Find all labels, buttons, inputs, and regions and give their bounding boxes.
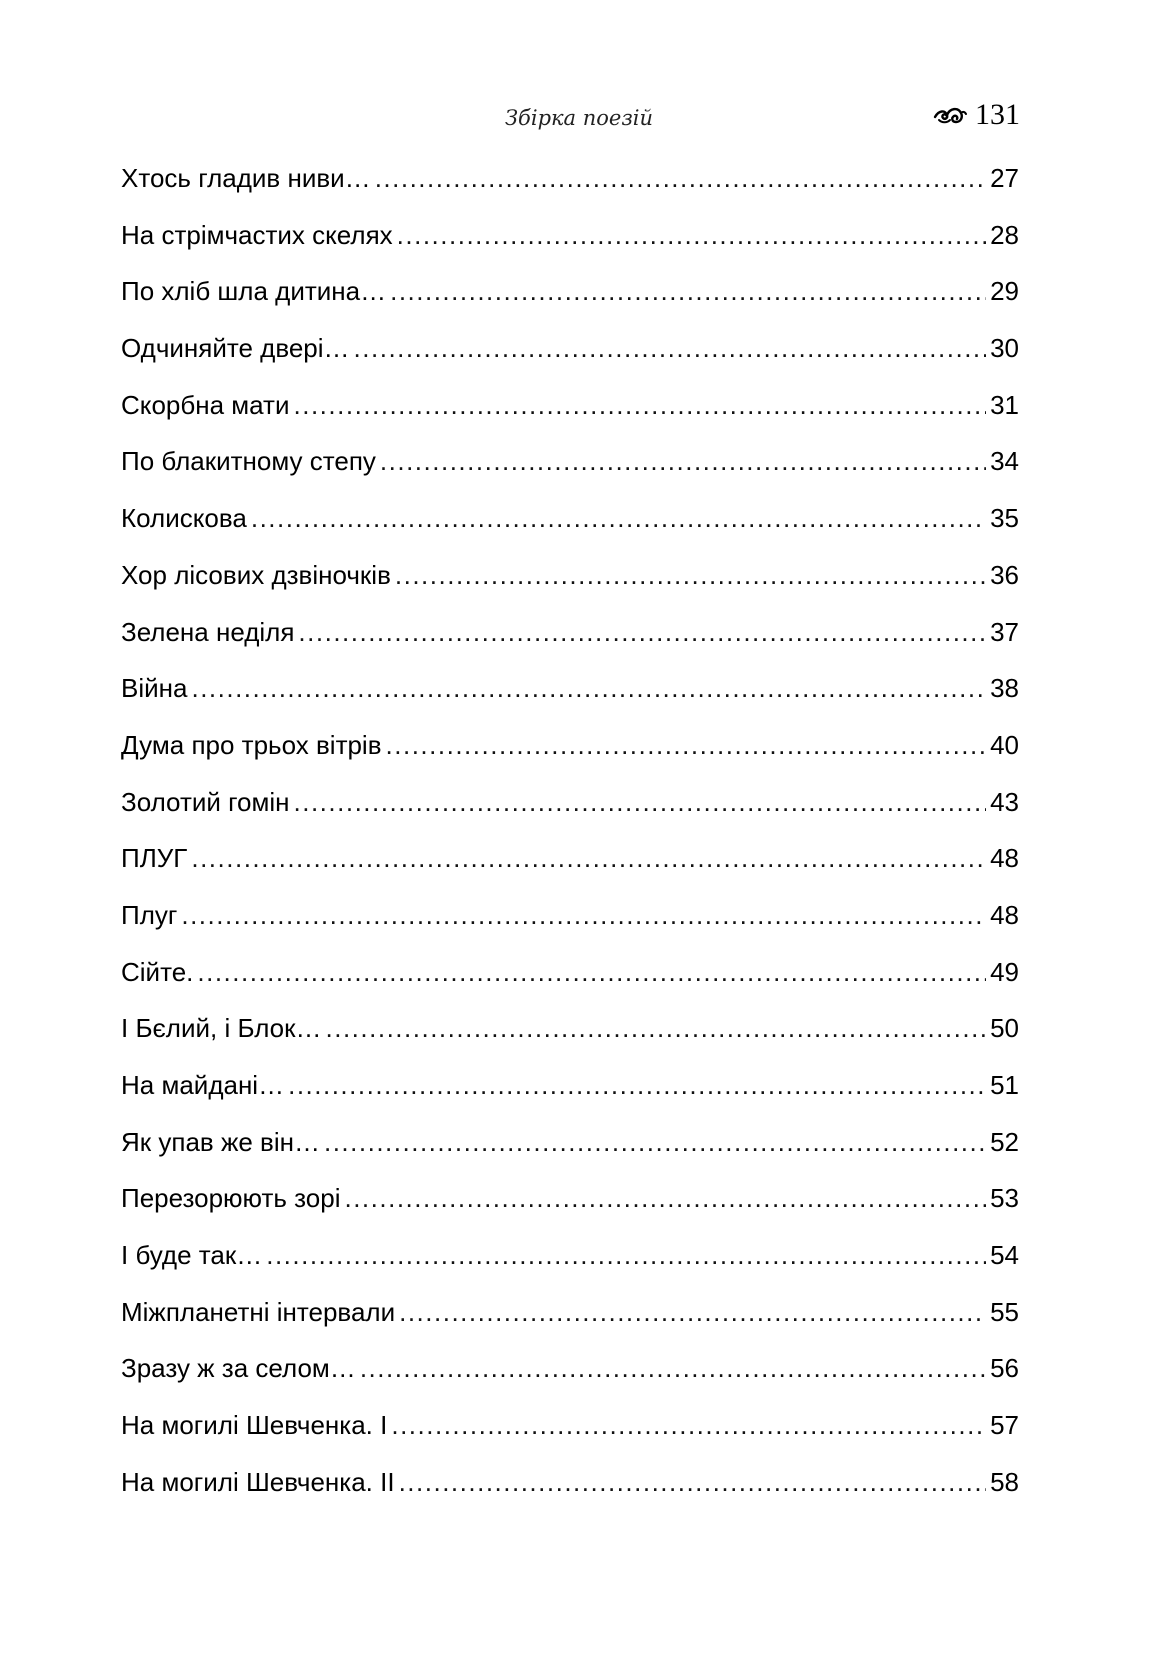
- dot-leader: [399, 1464, 987, 1500]
- toc-entry: [121, 443, 1019, 500]
- toc-entry-title: І Бєлий, і Блок…: [121, 1013, 322, 1044]
- toc-entry-page: 31: [990, 389, 1019, 420]
- toc-entry: [121, 897, 1019, 954]
- dot-leader: [266, 1237, 986, 1273]
- toc-entry-title: Як упав же він…: [121, 1126, 320, 1157]
- dot-leader: [386, 727, 987, 763]
- dot-leader: [380, 443, 986, 479]
- page-number-group: [933, 100, 1020, 130]
- toc-entry: [121, 670, 1019, 727]
- toc-entry-title: Хор лісових дзвіночків: [121, 559, 391, 590]
- toc-entry: [121, 1010, 1019, 1067]
- toc-entry-page: 49: [990, 956, 1019, 987]
- toc-entry: [121, 1124, 1019, 1181]
- dot-leader: [288, 1067, 986, 1103]
- dot-leader: [354, 330, 987, 366]
- toc-entry-title: Міжпланетні інтервали: [121, 1296, 396, 1327]
- dot-leader: [395, 557, 986, 593]
- toc-entry-title: ПЛУГ: [121, 843, 188, 874]
- page-header: [0, 100, 1158, 140]
- toc-entry-title: Золотий гомін: [121, 786, 290, 817]
- toc-entry: [121, 160, 1019, 217]
- toc-entry-title: Одчиняйте двері…: [121, 333, 350, 364]
- dot-leader: [324, 1124, 986, 1160]
- toc-entry-page: 54: [990, 1240, 1019, 1271]
- dot-leader: [397, 217, 986, 253]
- dot-leader: [197, 954, 986, 990]
- dot-leader: [399, 1294, 986, 1330]
- toc-entry: [121, 840, 1019, 897]
- toc-entry-page: 40: [990, 729, 1019, 760]
- dot-leader: [344, 1180, 986, 1216]
- toc-entry-page: 35: [990, 503, 1019, 534]
- toc-entry: [121, 500, 1019, 557]
- dot-leader: [181, 897, 986, 933]
- toc-entry-page: 38: [990, 673, 1019, 704]
- toc-entry-title: Хтось гладив ниви…: [121, 163, 371, 193]
- page-number: 131: [975, 98, 1020, 131]
- dot-leader: [391, 1407, 986, 1443]
- dot-leader: [294, 387, 987, 423]
- toc-entry-title: Колискова: [121, 503, 247, 534]
- toc-entry-page: 28: [990, 219, 1019, 250]
- fleuron-ornament-icon: [933, 104, 967, 126]
- toc-entry: [121, 954, 1019, 1011]
- toc-entry-page: 29: [990, 276, 1019, 307]
- toc-entry-page: 56: [990, 1353, 1019, 1384]
- toc-entry: [121, 1237, 1019, 1294]
- toc-entry-page: 51: [990, 1070, 1019, 1100]
- dot-leader: [298, 614, 986, 650]
- toc-entry-title: Зразу ж за селом…: [121, 1353, 356, 1384]
- dot-leader: [251, 500, 986, 536]
- toc-entry-title: На майдані…: [121, 1070, 285, 1100]
- toc-entry: [121, 1180, 1019, 1237]
- toc-entry: [121, 1350, 1019, 1407]
- toc-entry-title: І буде так…: [121, 1240, 263, 1271]
- dot-leader: [326, 1010, 987, 1046]
- toc-entry: [121, 1407, 1019, 1464]
- toc-entry-page: 43: [990, 786, 1019, 817]
- dot-leader: [294, 784, 987, 820]
- toc-entry-title: На могилі Шевченка. І: [121, 1410, 388, 1441]
- toc-entry-title: Перезорюють зорі: [121, 1183, 341, 1214]
- toc-entry-page: 57: [990, 1410, 1019, 1441]
- toc-entry-page: 48: [990, 899, 1019, 930]
- toc-entry: [121, 784, 1019, 841]
- dot-leader: [191, 670, 986, 706]
- dot-leader: [191, 840, 986, 876]
- toc-entry-title: На стрімчастих скелях: [121, 219, 393, 250]
- toc-entry-title: Дума про трьох вітрів: [121, 729, 382, 760]
- dot-leader: [360, 1350, 986, 1386]
- toc-entry: [121, 557, 1019, 614]
- toc-entry-page: 37: [990, 616, 1019, 647]
- toc-entry-page: 27: [990, 163, 1019, 193]
- toc-entry: [121, 1464, 1019, 1521]
- toc-entry: [121, 614, 1019, 671]
- toc-entry: [121, 387, 1019, 444]
- toc-entry-title: По блакитному степу: [121, 446, 376, 477]
- toc-entry-page: 52: [990, 1126, 1019, 1157]
- toc-entry-page: 58: [990, 1466, 1019, 1497]
- toc-entry-page: 53: [990, 1183, 1019, 1214]
- toc-entry-page: 50: [990, 1013, 1019, 1044]
- toc-entry: [121, 1067, 1019, 1124]
- toc-entry-page: 48: [990, 843, 1019, 874]
- toc-entry: [121, 1294, 1019, 1351]
- toc-entry-title: Плуг: [121, 899, 178, 930]
- toc-entry: [121, 273, 1019, 330]
- toc-entry-page: 30: [990, 333, 1019, 364]
- toc-entry-page: 36: [990, 559, 1019, 590]
- toc-entry: [121, 217, 1019, 274]
- toc-entry-page: 34: [990, 446, 1019, 477]
- toc-entry-title: По хліб шла дитина…: [121, 276, 387, 307]
- toc-entry-title: На могилі Шевченка. ІІ: [121, 1466, 395, 1497]
- toc-entry-page: 55: [990, 1296, 1019, 1327]
- toc-entry: [121, 727, 1019, 784]
- dot-leader: [390, 273, 986, 309]
- toc-entry: [121, 330, 1019, 387]
- toc-entry-title: Сійте.: [121, 956, 194, 987]
- running-title: Збірка поезій: [504, 106, 654, 130]
- toc-entry-title: Зелена неділя: [121, 616, 295, 647]
- toc-entry-title: Скорбна мати: [121, 389, 290, 420]
- toc-entry-title: Війна: [121, 673, 188, 704]
- table-of-contents: [121, 160, 1019, 1521]
- dot-leader: [375, 160, 986, 196]
